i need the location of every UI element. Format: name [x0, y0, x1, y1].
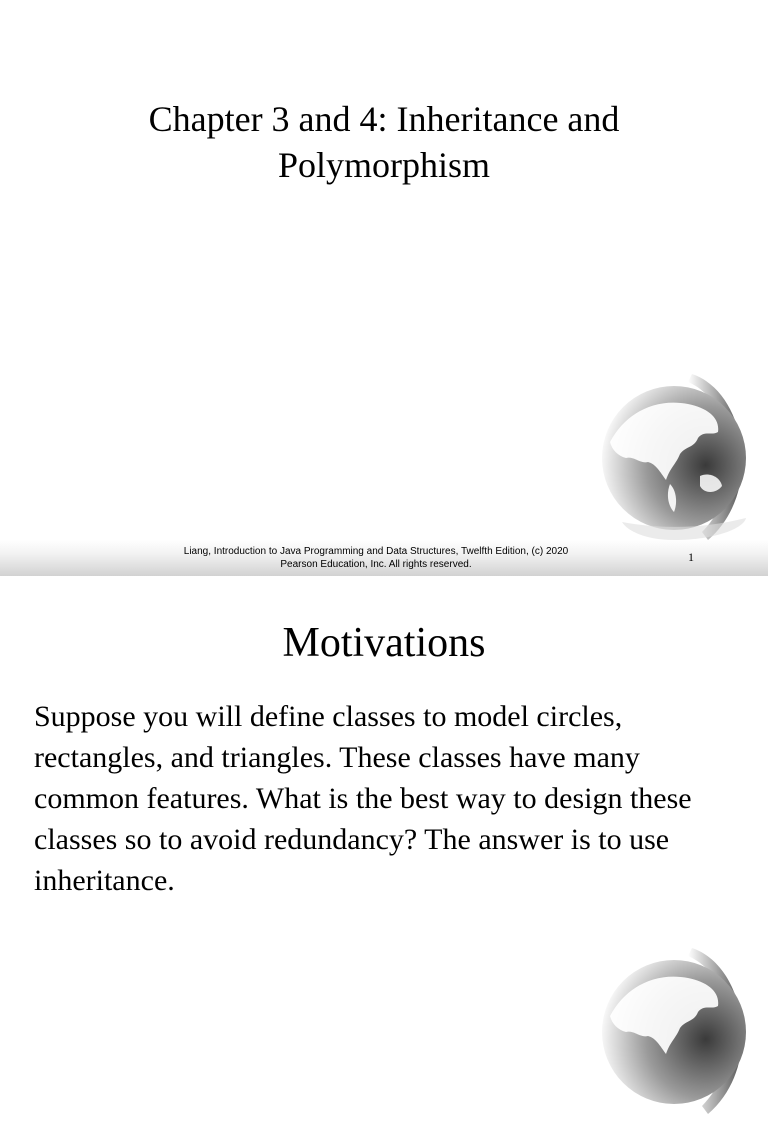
- globe-icon: [596, 372, 756, 562]
- footer-line-1: Liang, Introduction to Java Programming and Data Structures, Twelfth Edition, (c) 2020: [183, 546, 569, 557]
- slide-body-text: Suppose you will define classes to model circles, rectangles, and triangles. These classes have many common features. What is the best way to design these classes so to avoid redundancy? The answer is to use inheritance.: [34, 700, 692, 897]
- slide-title-line-2: Polymorphism: [277, 145, 491, 185]
- copyright-footer: [150, 545, 602, 571]
- page-number: 1: [688, 550, 694, 564]
- slide-title-line-1: Chapter 3 and 4: Inheritance and: [148, 99, 620, 139]
- slide-title: [0, 96, 768, 188]
- footer-line-2: Pearson Education, Inc. All rights reserved.: [280, 559, 472, 570]
- slide-title: Motivations: [282, 620, 486, 666]
- globe-icon: [596, 946, 756, 1136]
